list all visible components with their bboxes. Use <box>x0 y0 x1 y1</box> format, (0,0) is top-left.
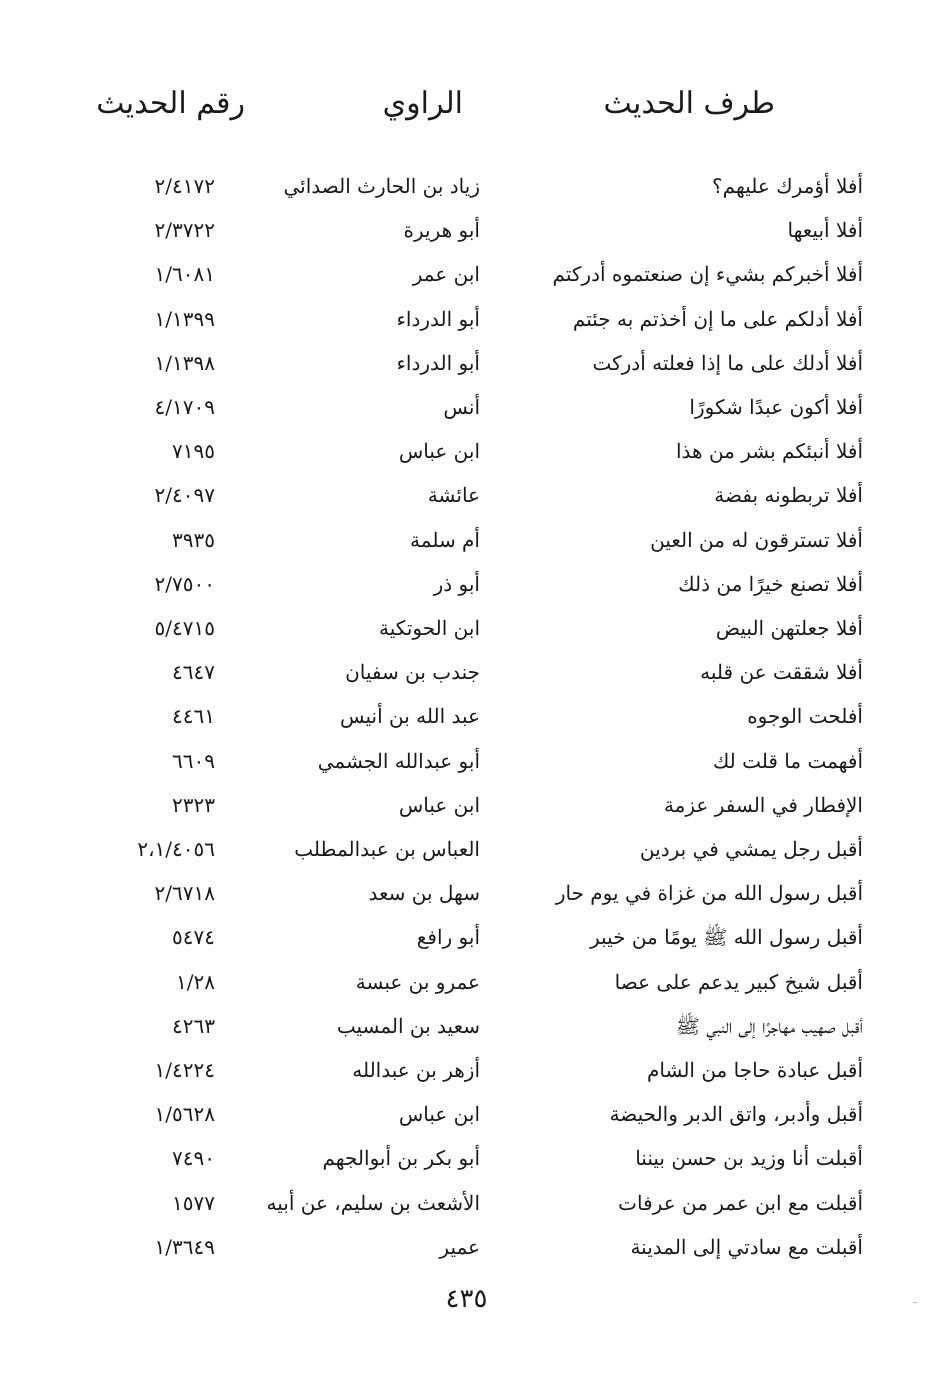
hadith-cell: أفلا أنبئكم بشر من هذا <box>675 439 863 464</box>
number-cell: ١/٦٠٨١ <box>154 262 215 287</box>
table-row <box>0 747 933 791</box>
narrator-cell: الأشعث بن سليم، عن أبيه <box>266 1190 480 1215</box>
hadith-cell: أفلا تربطونه بفضة <box>714 483 863 508</box>
narrator-cell: أبو الدرداء <box>396 350 480 375</box>
number-cell: ٥/٤٧١٥ <box>154 616 215 640</box>
narrator-cell: ابن عباس <box>398 1102 480 1127</box>
hadith-cell: أقبلت أنا وزيد بن حسن بيننا <box>635 1146 863 1171</box>
narrator-cell: أبو الدرداء <box>396 306 480 331</box>
number-cell: ٢٣٢٣ <box>172 792 215 817</box>
number-cell: ٤٦٤٧ <box>172 660 215 685</box>
narrator-cell: أزهر بن عبدالله <box>352 1058 480 1082</box>
table-row <box>0 172 933 216</box>
narrator-cell: أم سلمة <box>410 527 480 552</box>
table-row <box>0 305 933 349</box>
table-row <box>0 923 933 967</box>
table-row <box>0 879 933 923</box>
hadith-cell: أفلا أدلك على ما إذا فعلته أدركت <box>592 350 863 375</box>
narrator-cell: ابن الحوتكية <box>379 616 480 640</box>
hadith-cell: أفهمت ما قلت لك <box>712 748 863 773</box>
table-row <box>0 260 933 304</box>
table-row <box>0 658 933 702</box>
table-row <box>0 968 933 1012</box>
number-cell: ٤٤٦١ <box>172 704 215 729</box>
narrator-cell: أبو هريرة <box>403 218 480 243</box>
hadith-cell: أفلحت الوجوه <box>747 704 863 729</box>
table-row <box>0 349 933 393</box>
narrator-cell: أبو رافع <box>416 925 480 950</box>
hadith-cell: أقبل عبادة حاجا من الشام <box>647 1058 863 1082</box>
table-row <box>0 1100 933 1144</box>
narrator-cell: عمرو بن عبسة <box>355 969 480 994</box>
hadith-cell: أفلا تسترقون له من العين <box>650 527 863 552</box>
narrator-cell: سعيد بن المسيب <box>336 1013 480 1038</box>
number-cell: ٢،١/٤٠٥٦ <box>137 837 215 861</box>
header-narrator: الراوي <box>382 86 463 121</box>
number-cell: ٤٢٦٣ <box>172 1013 215 1038</box>
number-cell: ٤/١٧٠٩ <box>154 395 215 419</box>
narrator-cell: سهل بن سعد <box>368 881 480 906</box>
number-cell: ٣٩٣٥ <box>172 527 215 552</box>
narrator-cell: عائشة <box>427 483 480 508</box>
table-row <box>0 437 933 481</box>
number-cell: ٦٦٠٩ <box>172 748 215 773</box>
table-row <box>0 481 933 525</box>
number-cell: ١/٣٦٤٩ <box>154 1234 215 1259</box>
number-cell: ٧١٩٥ <box>172 439 215 464</box>
number-cell: ٢/٣٧٢٢ <box>154 218 215 243</box>
header-number: رقم الحديث <box>96 86 245 121</box>
hadith-cell: أقبل رسول الله من غزاة في يوم حار <box>555 881 863 906</box>
narrator-cell: ابن عمر <box>412 262 480 287</box>
table-row <box>0 216 933 260</box>
table-row <box>0 614 933 658</box>
hadith-cell: أقبل رسول الله ﷺ يومًا من خيبر <box>590 925 863 950</box>
table-row <box>0 1056 933 1100</box>
number-cell: ٧٤٩٠ <box>172 1146 215 1171</box>
table-row <box>0 1012 933 1056</box>
hadith-cell: أقبل رجل يمشي في بردين <box>639 837 863 861</box>
scan-speck <box>913 1302 917 1303</box>
narrator-cell: عمير <box>439 1234 480 1259</box>
number-cell: ١/١٣٩٨ <box>154 350 215 375</box>
hadith-cell: أقبل صهيب مهاجرًا إلى النبي ﷺ <box>675 1013 863 1038</box>
number-cell: ١/١٣٩٩ <box>154 306 215 331</box>
table-row <box>0 791 933 835</box>
table-row <box>0 1189 933 1233</box>
hadith-cell: أقبل وأدبر، واتق الدبر والحيضة <box>609 1102 863 1127</box>
narrator-cell: العباس بن عبدالمطلب <box>294 837 480 861</box>
narrator-cell: ابن عباس <box>398 792 480 817</box>
number-cell: ٥٤٧٤ <box>172 925 215 950</box>
narrator-cell: ابن عباس <box>398 439 480 464</box>
hadith-cell: أفلا أدلكم على ما إن أخذتم به جئتم <box>572 306 863 331</box>
narrator-cell: أبو بكر بن أبوالجهم <box>322 1146 480 1171</box>
hadith-cell: أقبلت مع سادتي إلى المدينة <box>630 1234 863 1259</box>
hadith-cell: أفلا تصنع خيرًا من ذلك <box>678 571 863 596</box>
table-row <box>0 835 933 879</box>
narrator-cell: أبو عبدالله الجشمي <box>317 748 480 773</box>
hadith-cell: أقبل شيخ كبير يدعم على عصا <box>614 969 863 994</box>
number-cell: ١/٥٦٢٨ <box>154 1102 215 1127</box>
narrator-cell: أبو ذر <box>433 571 480 596</box>
number-cell: ٢/٧٥٠٠ <box>154 571 215 596</box>
table-row <box>0 702 933 746</box>
number-cell: ٢/٤٠٩٧ <box>154 483 215 508</box>
page-number: ٤٣٥ <box>445 1284 488 1314</box>
narrator-cell: عبد الله بن أنيس <box>340 704 480 729</box>
hadith-cell: أفلا أبيعها <box>787 218 863 243</box>
number-cell: ١٥٧٧ <box>172 1190 215 1215</box>
table-row <box>0 570 933 614</box>
number-cell: ١/٤٢٢٤ <box>154 1058 215 1082</box>
hadith-cell: أفلا أؤمرك عليهم؟ <box>712 174 863 198</box>
number-cell: ٢/٤١٧٢ <box>154 174 215 198</box>
number-cell: ٢/٦٧١٨ <box>154 881 215 906</box>
narrator-cell: جندب بن سفيان <box>345 660 480 685</box>
header-hadith: طرف الحديث <box>603 86 775 121</box>
hadith-cell: أفلا أكون عبدًا شكورًا <box>689 395 863 419</box>
hadith-cell: أقبلت مع ابن عمر من عرفات <box>618 1190 863 1215</box>
hadith-cell: أفلا شققت عن قلبه <box>700 660 863 685</box>
table-row <box>0 1144 933 1188</box>
table-row <box>0 393 933 437</box>
number-cell: ١/٢٨ <box>176 969 215 994</box>
hadith-cell: أفلا أخبركم بشيء إن صنعتموه أدركتم <box>552 262 863 287</box>
narrator-cell: زياد بن الحارث الصدائي <box>283 174 480 198</box>
hadith-cell: الإفطار في السفر عزمة <box>663 792 863 817</box>
table-row <box>0 1233 933 1277</box>
hadith-cell: أفلا جعلتهن البيض <box>715 616 863 640</box>
table-row <box>0 526 933 570</box>
narrator-cell: أنس <box>443 395 480 419</box>
